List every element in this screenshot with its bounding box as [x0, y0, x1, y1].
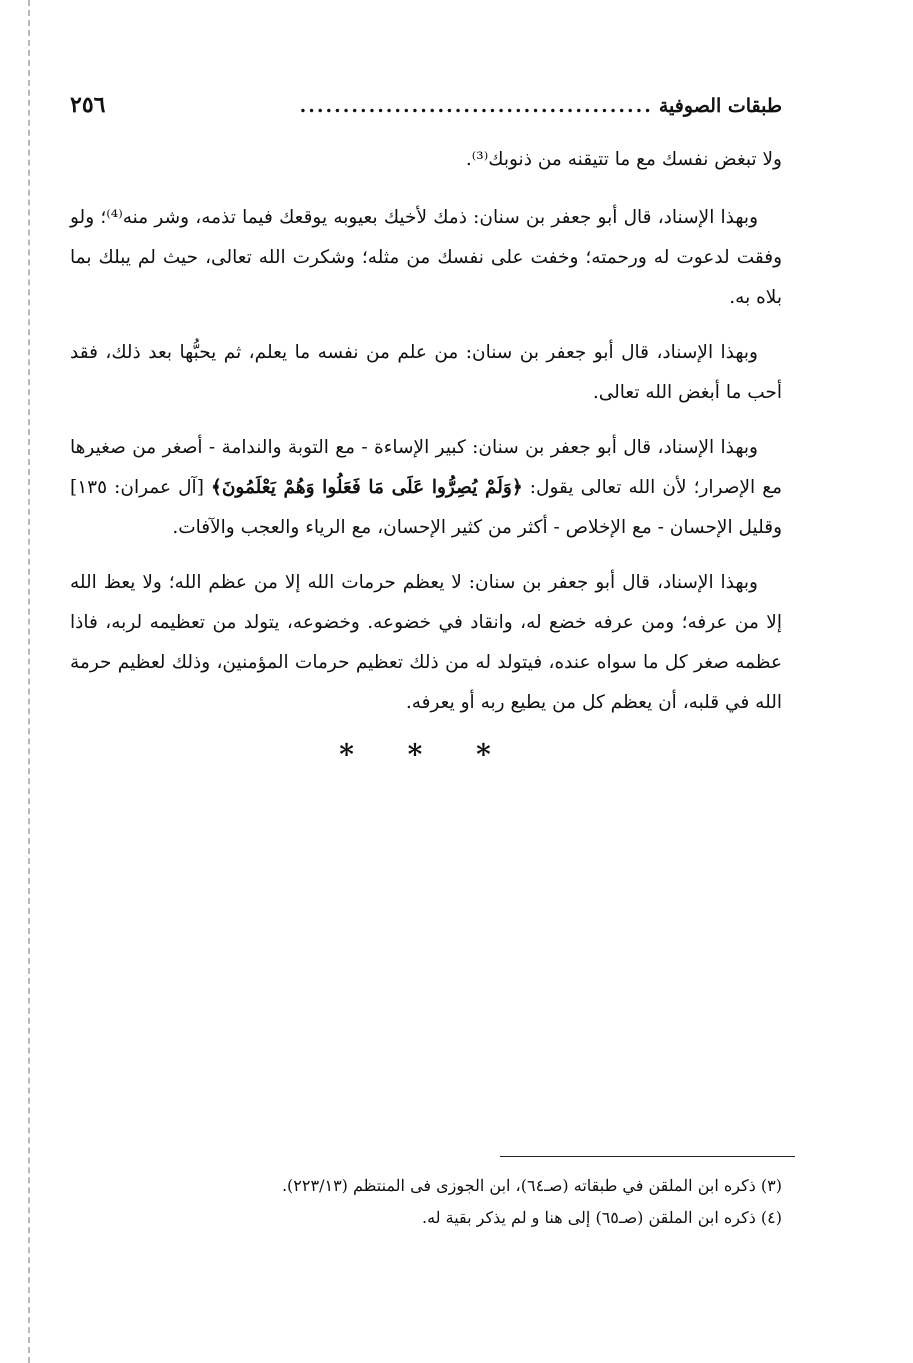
paragraph-3: وبهذا الإسناد، قال أبو جعفر بن سنان: من علم من نفسه ما يعلم، ثم يحبُّها بعد ذلك، فقد أحب ما أبغض الله تعالى. [70, 342, 782, 403]
paragraph-5: وبهذا الإسناد، قال أبو جعفر بن سنان: لا يعظم حرمات الله إلا من عظم الله؛ ولا يعظ الله إلا من عرفه؛ ومن عرفه خضع له، وانقاد في خضوعه. وخضوعه، يتولد من تعظيمه لربه، فاذا عظمه صغر كل ما سواه عنده، فيتولد له من ذلك تعظيم حرمات المؤمنين، وذلك لعظيم حرمة الله في قلبه، أن يعظم كل من يطيع ربه أو يعرفه. [70, 572, 782, 713]
paragraph-2: وبهذا الإسناد، قال أبو جعفر بن سنان: ذمك لأخيك بعيوبه يوقعك فيما تذمه، وشر منه⁽⁴⁾؛ ولو وفقت لدعوت له ورحمته؛ وخفت على نفسك من مثله؛ وشكرت الله تعالى، حيث لم يبلك بما بلاه به. [70, 207, 782, 308]
footnotes [120, 1170, 782, 1234]
paragraph-4-text-before: وبهذا الإسناد، قال أبو جعفر بن سنان: كبير الإساءة - مع التوبة والندامة - أصغر من صغيرها مع الإصرار؛ لأن الله تعالى يقول: [70, 437, 782, 498]
scan-margin-line [28, 0, 30, 1363]
quran-verse: ﴿وَلَمْ يُصِرُّوا عَلَى مَا فَعَلُوا وَهُمْ يَعْلَمُونَ﴾ [211, 477, 523, 498]
page-number: ٢٥٦ [70, 92, 106, 118]
paragraph-4-text-after: [آل عمران: ١٣٥] وقليل الإحسان - مع الإخلاص - أكثر من كثير الإحسان، مع الرياء والعجب والآفات. [70, 477, 782, 538]
footnote-3: (٣) ذكره ابن الملقن في طبقاته (صـ٦٤)، ابن الجوزى فى المنتظم (٢٢٣/١٣). [281, 1176, 782, 1195]
footnote-4: (٤) ذكره ابن الملقن (صـ٦٥) إلى هنا و لم يذكر بقية له. [422, 1208, 782, 1227]
footnote-rule [500, 1156, 795, 1157]
paragraph-4 [70, 428, 782, 548]
running-header [70, 92, 782, 140]
paragraph-1: ولا تبغض نفسك مع ما تتيقنه من ذنوبك⁽³⁾. [465, 149, 782, 170]
section-separator: * * * [339, 738, 513, 771]
book-page [70, 92, 782, 771]
running-title: طبقات الصوفية [658, 95, 782, 117]
header-leader-dots: ......................................... [299, 95, 653, 117]
